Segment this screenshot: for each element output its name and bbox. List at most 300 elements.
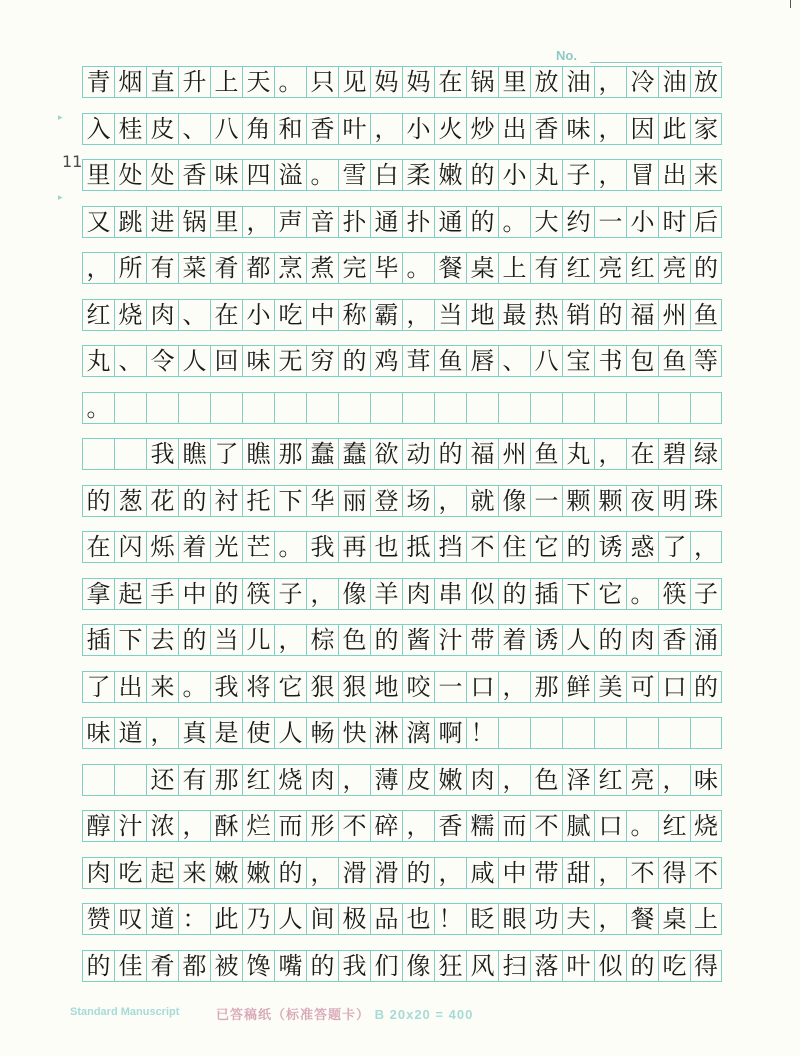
manuscript-cell: 使	[242, 717, 274, 749]
manuscript-cell: 皮	[402, 764, 434, 796]
manuscript-cell: 得	[658, 857, 690, 889]
manuscript-cell: 手	[146, 578, 178, 610]
manuscript-cell: 锅	[178, 206, 210, 238]
manuscript-cell: ，	[306, 578, 338, 610]
manuscript-row	[82, 531, 722, 563]
manuscript-cell: 所	[114, 252, 146, 284]
manuscript-cell: 夜	[626, 485, 658, 517]
manuscript-cell: 冒	[626, 159, 658, 191]
manuscript-cell: 明	[658, 485, 690, 517]
manuscript-cell: 着	[178, 531, 210, 563]
manuscript-cell: 来	[178, 857, 210, 889]
manuscript-cell: 、	[498, 345, 530, 377]
manuscript-cell: 当	[210, 624, 242, 656]
manuscript-cell: 不	[338, 810, 370, 842]
manuscript-cell: 香	[658, 624, 690, 656]
manuscript-cell: 。	[82, 392, 114, 424]
manuscript-cell: 子	[274, 578, 306, 610]
manuscript-cell: 、	[178, 113, 210, 145]
manuscript-cell: 无	[274, 345, 306, 377]
margin-row-number: 11	[62, 152, 83, 171]
manuscript-cell: 家	[690, 113, 722, 145]
manuscript-cell	[562, 717, 594, 749]
manuscript-cell	[594, 392, 626, 424]
manuscript-cell: 红	[626, 252, 658, 284]
manuscript-cell: 鱼	[530, 438, 562, 470]
manuscript-cell: 涌	[690, 624, 722, 656]
manuscript-cell: 赞	[82, 903, 114, 935]
manuscript-cell: ，	[274, 624, 306, 656]
manuscript-cell: 。	[306, 159, 338, 191]
manuscript-cell: 快	[338, 717, 370, 749]
manuscript-cell: 雪	[338, 159, 370, 191]
manuscript-cell: 放	[530, 66, 562, 98]
manuscript-cell: ，	[498, 671, 530, 703]
manuscript-cell	[658, 717, 690, 749]
manuscript-cell	[658, 392, 690, 424]
manuscript-cell: 佳	[114, 950, 146, 982]
manuscript-cell: 珠	[690, 485, 722, 517]
manuscript-cell: 筷	[242, 578, 274, 610]
manuscript-cell: 肉	[146, 299, 178, 331]
manuscript-cell: 毕	[370, 252, 402, 284]
manuscript-cell	[370, 392, 402, 424]
manuscript-cell: 口	[658, 671, 690, 703]
manuscript-cell: 狠	[338, 671, 370, 703]
manuscript-cell: 都	[178, 950, 210, 982]
manuscript-cell: 处	[146, 159, 178, 191]
manuscript-cell: 在	[626, 438, 658, 470]
manuscript-cell: 里	[498, 66, 530, 98]
manuscript-cell: 。	[402, 252, 434, 284]
manuscript-cell: 包	[626, 345, 658, 377]
manuscript-cell	[530, 392, 562, 424]
manuscript-row	[82, 485, 722, 517]
manuscript-cell: 我	[338, 950, 370, 982]
manuscript-cell: 而	[498, 810, 530, 842]
manuscript-cell: ！	[466, 717, 498, 749]
manuscript-cell: 着	[498, 624, 530, 656]
manuscript-cell	[690, 392, 722, 424]
manuscript-cell: 地	[370, 671, 402, 703]
manuscript-cell: 烂	[242, 810, 274, 842]
manuscript-cell: 光	[210, 531, 242, 563]
manuscript-cell: 地	[466, 299, 498, 331]
manuscript-cell: 不	[466, 531, 498, 563]
manuscript-cell: 醇	[82, 810, 114, 842]
manuscript-cell: 的	[370, 624, 402, 656]
manuscript-cell: 放	[690, 66, 722, 98]
manuscript-cell: 吃	[274, 299, 306, 331]
manuscript-cell: 我	[210, 671, 242, 703]
manuscript-cell: ！	[434, 903, 466, 935]
manuscript-cell: 八	[210, 113, 242, 145]
manuscript-cell: 来	[146, 671, 178, 703]
manuscript-cell: 再	[338, 531, 370, 563]
manuscript-cell: 拿	[82, 578, 114, 610]
manuscript-cell: 烹	[274, 252, 306, 284]
manuscript-cell: 柔	[402, 159, 434, 191]
manuscript-cell: 品	[370, 903, 402, 935]
manuscript-cell: 州	[498, 438, 530, 470]
top-edge-mark	[790, 0, 791, 8]
manuscript-cell	[82, 764, 114, 796]
manuscript-cell: 升	[178, 66, 210, 98]
manuscript-cell: 像	[498, 485, 530, 517]
manuscript-cell: 福	[626, 299, 658, 331]
manuscript-cell: 扫	[498, 950, 530, 982]
manuscript-cell: 菜	[178, 252, 210, 284]
manuscript-cell: 碧	[658, 438, 690, 470]
manuscript-cell: 溢	[274, 159, 306, 191]
manuscript-cell: 子	[690, 578, 722, 610]
manuscript-cell: 入	[82, 113, 114, 145]
manuscript-row	[82, 671, 722, 703]
manuscript-cell: ，	[82, 252, 114, 284]
manuscript-cell: 红	[82, 299, 114, 331]
manuscript-cell: 桂	[114, 113, 146, 145]
manuscript-row	[82, 950, 722, 982]
manuscript-cell: 下	[562, 578, 594, 610]
manuscript-cell: 味	[242, 345, 274, 377]
manuscript-cell	[498, 717, 530, 749]
manuscript-cell: 瞧	[242, 438, 274, 470]
manuscript-cell: 嘴	[274, 950, 306, 982]
manuscript-cell: 完	[338, 252, 370, 284]
manuscript-cell: 香	[306, 113, 338, 145]
manuscript-cell: ，	[594, 66, 626, 98]
manuscript-cell: 红	[562, 252, 594, 284]
manuscript-cell: 的	[402, 857, 434, 889]
manuscript-cell: 鲜	[562, 671, 594, 703]
manuscript-cell: 的	[82, 485, 114, 517]
manuscript-cell: 此	[210, 903, 242, 935]
manuscript-cell: 回	[210, 345, 242, 377]
manuscript-cell: 真	[178, 717, 210, 749]
manuscript-cell: 出	[114, 671, 146, 703]
manuscript-cell: 肴	[210, 252, 242, 284]
manuscript-cell: 嫩	[434, 159, 466, 191]
manuscript-cell	[562, 392, 594, 424]
manuscript-cell: 亮	[658, 252, 690, 284]
manuscript-cell: 眨	[466, 903, 498, 935]
manuscript-row	[82, 764, 722, 796]
manuscript-cell: 小	[242, 299, 274, 331]
manuscript-cell: 它	[594, 578, 626, 610]
manuscript-cell: 是	[210, 717, 242, 749]
manuscript-cell: 棕	[306, 624, 338, 656]
manuscript-cell: ，	[498, 764, 530, 796]
manuscript-cell: 极	[338, 903, 370, 935]
manuscript-cell: 住	[498, 531, 530, 563]
manuscript-cell: 嫩	[434, 764, 466, 796]
manuscript-cell: 酱	[402, 624, 434, 656]
manuscript-cell: ，	[690, 531, 722, 563]
manuscript-row	[82, 903, 722, 935]
manuscript-cell: ，	[434, 857, 466, 889]
manuscript-cell: 吃	[658, 950, 690, 982]
manuscript-cell: ，	[370, 113, 402, 145]
manuscript-cell: 可	[626, 671, 658, 703]
manuscript-cell: 的	[178, 485, 210, 517]
manuscript-cell: 的	[82, 950, 114, 982]
manuscript-cell: 通	[434, 206, 466, 238]
manuscript-cell: 天	[242, 66, 274, 98]
manuscript-cell: 因	[626, 113, 658, 145]
manuscript-cell: 跳	[114, 206, 146, 238]
manuscript-cell: 狂	[434, 950, 466, 982]
manuscript-cell: 下	[274, 485, 306, 517]
manuscript-cell: 中	[306, 299, 338, 331]
manuscript-cell: 味	[82, 717, 114, 749]
manuscript-cell: 不	[530, 810, 562, 842]
manuscript-cell: 叶	[338, 113, 370, 145]
manuscript-cell: 肉	[466, 764, 498, 796]
manuscript-cell: 令	[146, 345, 178, 377]
manuscript-cell: 插	[82, 624, 114, 656]
manuscript-cell: 功	[530, 903, 562, 935]
manuscript-cell: 畅	[306, 717, 338, 749]
manuscript-cell: 口	[594, 810, 626, 842]
manuscript-cell: 馋	[242, 950, 274, 982]
manuscript-cell: 。	[178, 671, 210, 703]
manuscript-cell: 穷	[306, 345, 338, 377]
manuscript-cell: ，	[146, 717, 178, 749]
manuscript-cell: 霸	[370, 299, 402, 331]
manuscript-cell: 风	[466, 950, 498, 982]
manuscript-cell: 啊	[434, 717, 466, 749]
manuscript-cell: 嫩	[210, 857, 242, 889]
manuscript-cell: 人	[274, 717, 306, 749]
manuscript-cell: 乃	[242, 903, 274, 935]
manuscript-cell: ：	[178, 903, 210, 935]
manuscript-cell: 一	[594, 206, 626, 238]
manuscript-cell: 、	[114, 345, 146, 377]
manuscript-cell: 烟	[114, 66, 146, 98]
manuscript-cell: 火	[434, 113, 466, 145]
manuscript-row	[82, 206, 722, 238]
manuscript-cell: 薄	[370, 764, 402, 796]
manuscript-cell: 诱	[594, 531, 626, 563]
manuscript-cell: 道	[114, 717, 146, 749]
manuscript-cell: 华	[306, 485, 338, 517]
manuscript-cell: 闪	[114, 531, 146, 563]
manuscript-row	[82, 299, 722, 331]
manuscript-cell: 都	[242, 252, 274, 284]
manuscript-cell: 桌	[658, 903, 690, 935]
manuscript-cell: 道	[146, 903, 178, 935]
manuscript-cell: 糯	[466, 810, 498, 842]
manuscript-cell: 。	[626, 578, 658, 610]
manuscript-cell: ，	[178, 810, 210, 842]
manuscript-cell	[402, 392, 434, 424]
manuscript-cell: 称	[338, 299, 370, 331]
manuscript-cell: 见	[338, 66, 370, 98]
manuscript-cell: ，	[594, 903, 626, 935]
manuscript-cell: 的	[178, 624, 210, 656]
manuscript-cell	[338, 392, 370, 424]
manuscript-cell: 书	[594, 345, 626, 377]
manuscript-cell: 咬	[402, 671, 434, 703]
manuscript-cell: ，	[306, 857, 338, 889]
manuscript-cell: 当	[434, 299, 466, 331]
manuscript-cell: 汁	[434, 624, 466, 656]
manuscript-cell: 那	[274, 438, 306, 470]
manuscript-cell: 绿	[690, 438, 722, 470]
manuscript-cell: 茸	[402, 345, 434, 377]
manuscript-cell	[274, 392, 306, 424]
manuscript-cell: 被	[210, 950, 242, 982]
page-number-label: No.	[556, 48, 577, 63]
manuscript-cell: 有	[178, 764, 210, 796]
manuscript-cell	[114, 438, 146, 470]
manuscript-cell: 的	[274, 857, 306, 889]
manuscript-cell: 约	[562, 206, 594, 238]
manuscript-cell: 香	[434, 810, 466, 842]
manuscript-cell: 烧	[114, 299, 146, 331]
manuscript-cell: 人	[178, 345, 210, 377]
manuscript-row	[82, 624, 722, 656]
manuscript-cell	[210, 392, 242, 424]
manuscript-cell: 里	[82, 159, 114, 191]
manuscript-cell: 像	[338, 578, 370, 610]
manuscript-cell: 嫩	[242, 857, 274, 889]
manuscript-cell: 扑	[402, 206, 434, 238]
manuscript-cell: 的	[594, 299, 626, 331]
manuscript-cell: 烧	[274, 764, 306, 796]
manuscript-cell: 肉	[626, 624, 658, 656]
manuscript-cell: 的	[594, 624, 626, 656]
manuscript-cell: 直	[146, 66, 178, 98]
manuscript-cell: 口	[466, 671, 498, 703]
manuscript-cell: 瞧	[178, 438, 210, 470]
manuscript-row	[82, 66, 722, 98]
manuscript-cell: 的	[690, 252, 722, 284]
manuscript-cell: 小	[498, 159, 530, 191]
manuscript-cell: 抵	[402, 531, 434, 563]
manuscript-cell: 还	[146, 764, 178, 796]
manuscript-cell: 油	[562, 66, 594, 98]
manuscript-cell: 美	[594, 671, 626, 703]
manuscript-row	[82, 345, 722, 377]
manuscript-cell: 汁	[114, 810, 146, 842]
manuscript-cell: 它	[274, 671, 306, 703]
margin-tick-top: ▸	[58, 112, 63, 122]
manuscript-cell: 也	[370, 531, 402, 563]
manuscript-cell: 味	[562, 113, 594, 145]
footer-spec	[216, 1004, 473, 1023]
manuscript-cell: 进	[146, 206, 178, 238]
manuscript-cell: 餐	[626, 903, 658, 935]
manuscript-cell: 的	[466, 159, 498, 191]
manuscript-cell: 串	[434, 578, 466, 610]
manuscript-cell: 后	[690, 206, 722, 238]
manuscript-cell: 下	[114, 624, 146, 656]
manuscript-cell: 酥	[210, 810, 242, 842]
manuscript-row	[82, 159, 722, 191]
manuscript-cell: 们	[370, 950, 402, 982]
manuscript-cell: 白	[370, 159, 402, 191]
manuscript-cell: 带	[530, 857, 562, 889]
manuscript-cell: 我	[146, 438, 178, 470]
manuscript-cell: 叶	[562, 950, 594, 982]
manuscript-cell: 欲	[370, 438, 402, 470]
manuscript-cell: 滑	[338, 857, 370, 889]
manuscript-cell	[242, 392, 274, 424]
manuscript-cell: 中	[498, 857, 530, 889]
manuscript-cell: 来	[690, 159, 722, 191]
manuscript-cell: 人	[274, 903, 306, 935]
manuscript-cell: 一	[530, 485, 562, 517]
manuscript-cell: 亮	[594, 252, 626, 284]
manuscript-cell: 挡	[434, 531, 466, 563]
manuscript-cell: 出	[658, 159, 690, 191]
manuscript-cell: 香	[530, 113, 562, 145]
manuscript-cell: 热	[530, 299, 562, 331]
manuscript-cell: 。	[626, 810, 658, 842]
manuscript-row	[82, 578, 722, 610]
manuscript-cell: 销	[562, 299, 594, 331]
manuscript-cell: 音	[306, 206, 338, 238]
manuscript-row	[82, 438, 722, 470]
manuscript-cell	[434, 392, 466, 424]
manuscript-row	[82, 857, 722, 889]
manuscript-cell: 煮	[306, 252, 338, 284]
manuscript-cell: 八	[530, 345, 562, 377]
manuscript-cell: 那	[530, 671, 562, 703]
manuscript-cell: 似	[594, 950, 626, 982]
manuscript-cell: 炒	[466, 113, 498, 145]
manuscript-cell: ，	[242, 206, 274, 238]
manuscript-cell: 香	[178, 159, 210, 191]
manuscript-cell: 去	[146, 624, 178, 656]
manuscript-cell: 蠢	[306, 438, 338, 470]
manuscript-cell: 浓	[146, 810, 178, 842]
manuscript-row	[82, 810, 722, 842]
manuscript-cell: 了	[210, 438, 242, 470]
manuscript-cell: 四	[242, 159, 274, 191]
manuscript-cell: 的	[210, 578, 242, 610]
manuscript-cell: 冷	[626, 66, 658, 98]
manuscript-cell: ，	[594, 857, 626, 889]
manuscript-cell: 鱼	[434, 345, 466, 377]
manuscript-cell: 场	[402, 485, 434, 517]
manuscript-cell	[114, 392, 146, 424]
manuscript-cell: 处	[114, 159, 146, 191]
manuscript-cell	[82, 438, 114, 470]
manuscript-cell: 的	[626, 950, 658, 982]
manuscript-cell: 的	[338, 345, 370, 377]
manuscript-cell: 葱	[114, 485, 146, 517]
manuscript-cell: 碎	[370, 810, 402, 842]
manuscript-cell: 又	[82, 206, 114, 238]
manuscript-cell: 烁	[146, 531, 178, 563]
manuscript-cell: 颗	[562, 485, 594, 517]
manuscript-cell: 通	[370, 206, 402, 238]
manuscript-cell: 间	[306, 903, 338, 935]
manuscript-cell: 鸡	[370, 345, 402, 377]
manuscript-cell: 不	[626, 857, 658, 889]
manuscript-cell: 州	[658, 299, 690, 331]
manuscript-cell: 等	[690, 345, 722, 377]
manuscript-cell: 夫	[562, 903, 594, 935]
manuscript-cell: 的	[498, 578, 530, 610]
manuscript-cell: 筷	[658, 578, 690, 610]
manuscript-cell: 妈	[402, 66, 434, 98]
footer-paper-type: Standard Manuscript	[70, 1006, 180, 1018]
manuscript-cell: 腻	[562, 810, 594, 842]
manuscript-cell	[498, 392, 530, 424]
